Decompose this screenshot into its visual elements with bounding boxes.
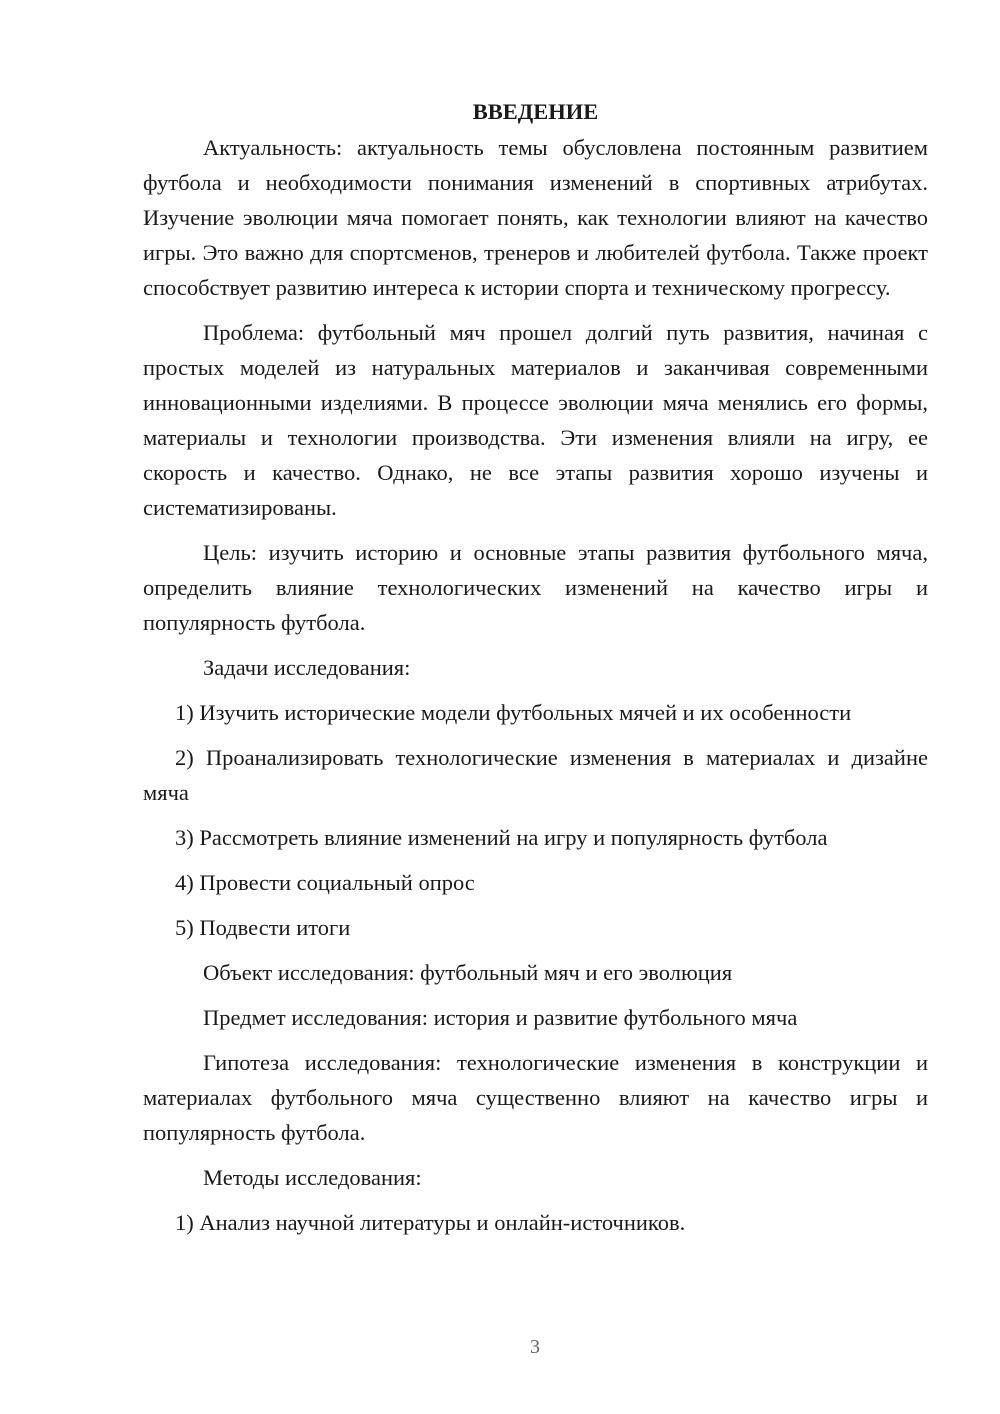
object-paragraph: Объект исследования: футбольный мяч и его эволюция	[203, 960, 733, 985]
methods-heading: Методы исследования:	[203, 1165, 422, 1190]
document-body	[143, 94, 928, 1250]
page-number: 3	[530, 1336, 540, 1358]
relevance-paragraph: Актуальность: актуальность темы обусловлена постоянным развитием футбола и необходимости понимания изменений в спортивных атрибутах. Изучение эволюции мяча помогает понять, как технологии влияют на качество игры. Это важно для спортсменов, тренеров и любителей футбола. Также проект способствует развитию интереса к истории спорта и техническому прогрессу.	[143, 135, 928, 300]
task-item-3: 3) Рассмотреть влияние изменений на игру и популярность футбола	[175, 825, 828, 850]
task-item-2: 2) Проанализировать технологические изменения в материалах и дизайне мяча	[143, 745, 928, 805]
method-item-1: 1) Анализ научной литературы и онлайн-источников.	[175, 1210, 686, 1235]
tasks-heading: Задачи исследования:	[203, 655, 411, 680]
hypothesis-paragraph: Гипотеза исследования: технологические изменения в конструкции и материалах футбольного мяча существенно влияют на качество игры и популярность футбола.	[143, 1050, 928, 1145]
task-item-5: 5) Подвести итоги	[175, 915, 351, 940]
page-title: ВВЕДЕНИЕ	[472, 99, 599, 124]
goal-paragraph: Цель: изучить историю и основные этапы развития футбольного мяча, определить влияние технологических изменений на качество игры и популярность футбола.	[143, 540, 928, 635]
task-item-1: 1) Изучить исторические модели футбольных мячей и их особенности	[175, 700, 852, 725]
subject-paragraph: Предмет исследования: история и развитие футбольного мяча	[203, 1005, 798, 1030]
task-item-4: 4) Провести социальный опрос	[175, 870, 475, 895]
problem-paragraph: Проблема: футбольный мяч прошел долгий путь развития, начиная с простых моделей из натуральных материалов и заканчивая современными инновационными изделиями. В процессе эволюции мяча менялись его формы, материалы и технологии производства. Эти изменения влияли на игру, ее скорость и качество. Однако, не все этапы развития хорошо изучены и систематизированы.	[143, 320, 928, 520]
